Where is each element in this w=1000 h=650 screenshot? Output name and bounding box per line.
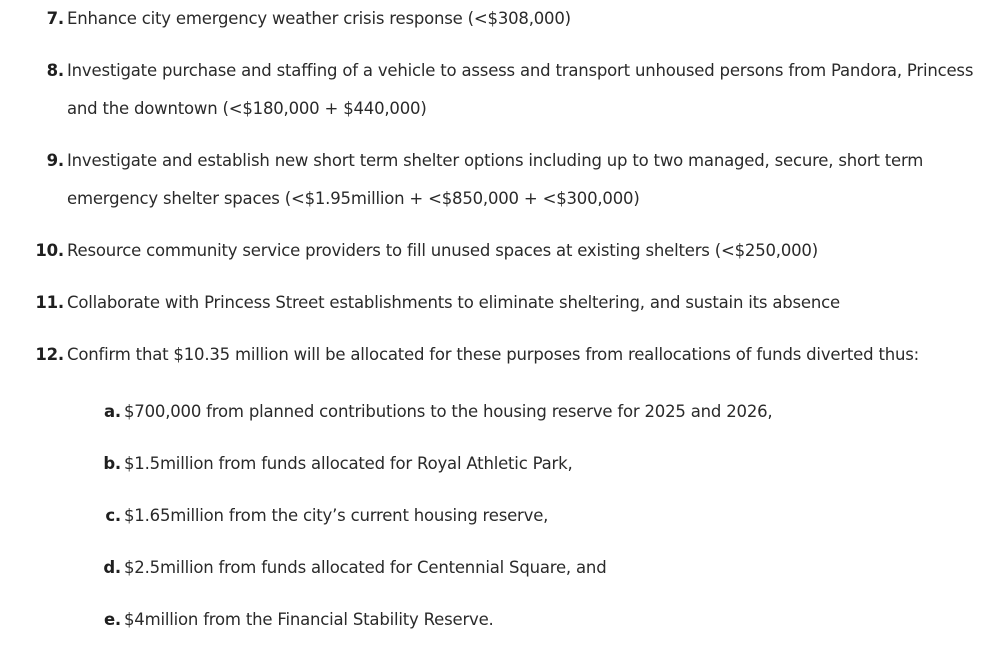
item-number: 8. <box>46 61 64 80</box>
subitem-letter: a. <box>103 402 121 421</box>
subitem-letter: c. <box>105 506 121 525</box>
subitem-text: $4million from the Financial Stability Reserve. <box>124 610 494 629</box>
subitem-letter: d. <box>103 558 121 577</box>
subitem-text: $2.5million from funds allocated for Centennial Square, and <box>124 558 607 577</box>
item-text: Enhance city emergency weather crisis response (<$308,000) <box>67 9 571 28</box>
item-text: Resource community service providers to fill unused spaces at existing shelters (<$250,000) <box>67 241 818 260</box>
subitem-letter: b. <box>103 454 121 473</box>
item-text: Collaborate with Princess Street establishments to eliminate sheltering, and sustain its absence <box>67 293 840 312</box>
item-number: 11. <box>35 293 64 312</box>
subitem-text: $1.5million from funds allocated for Royal Athletic Park, <box>124 454 573 473</box>
item-text: Investigate purchase and staffing of a vehicle to assess and transport unhoused persons from Pandora, Princess and the downtown (<$180,000 + $440,000) <box>67 61 974 118</box>
item-number: 10. <box>35 241 64 260</box>
item-number: 12. <box>35 345 64 364</box>
subitem-text: $700,000 from planned contributions to the housing reserve for 2025 and 2026, <box>124 402 773 421</box>
item-text: Confirm that $10.35 million will be allocated for these purposes from reallocations of funds diverted thus: <box>67 345 919 364</box>
subitem-text: $1.65million from the city’s current housing reserve, <box>124 506 549 525</box>
subitem-letter: e. <box>103 610 121 629</box>
item-number: 7. <box>46 9 64 28</box>
item-number: 9. <box>46 151 64 170</box>
item-text: Investigate and establish new short term shelter options including up to two managed, secure, short term emergency shelter spaces (<$1.95million + <$850,000 + <$300,000) <box>67 151 924 208</box>
